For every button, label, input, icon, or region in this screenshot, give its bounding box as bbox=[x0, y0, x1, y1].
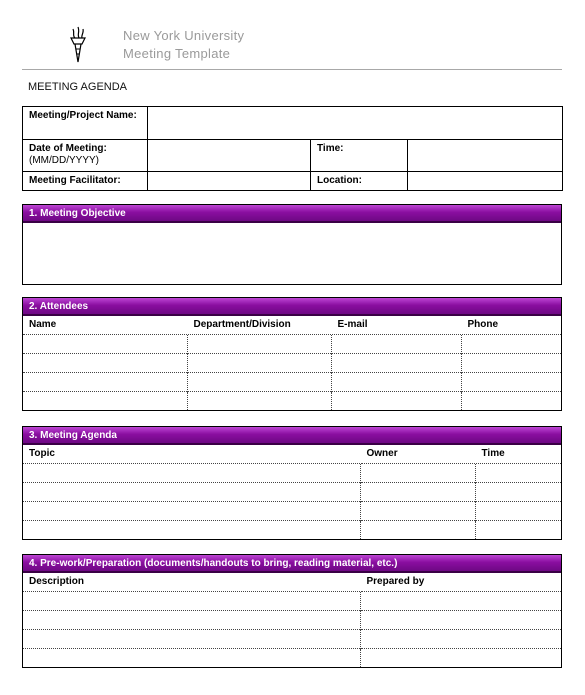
column-header: E-mail bbox=[337, 319, 368, 330]
topic-cell[interactable] bbox=[23, 463, 360, 482]
time-cell[interactable] bbox=[475, 501, 561, 520]
date-label: Date of Meeting: bbox=[29, 143, 107, 154]
description-cell[interactable] bbox=[23, 610, 360, 629]
column-header: Prepared by bbox=[366, 576, 425, 587]
table-row bbox=[23, 520, 561, 539]
department-cell[interactable] bbox=[187, 391, 331, 410]
column-header: Topic bbox=[29, 448, 55, 459]
phone-cell[interactable] bbox=[461, 353, 561, 372]
attendees-section bbox=[22, 297, 562, 411]
project-name-label: Meeting/Project Name: bbox=[23, 107, 148, 140]
table-row bbox=[23, 482, 561, 501]
owner-cell[interactable] bbox=[360, 463, 475, 482]
date-format-hint: (MM/DD/YYYY) bbox=[29, 155, 99, 166]
facilitator-label: Meeting Facilitator: bbox=[23, 172, 148, 191]
email-cell[interactable] bbox=[331, 391, 461, 410]
department-cell[interactable] bbox=[187, 372, 331, 391]
prepared-by-cell[interactable] bbox=[360, 629, 561, 648]
column-header: Phone bbox=[467, 319, 499, 330]
description-cell[interactable] bbox=[23, 648, 360, 667]
meeting-info-table bbox=[22, 106, 563, 191]
department-cell[interactable] bbox=[187, 353, 331, 372]
column-header: Owner bbox=[366, 448, 398, 459]
column-header: Time bbox=[481, 448, 505, 459]
attendees-table bbox=[23, 316, 561, 410]
email-cell[interactable] bbox=[331, 353, 461, 372]
table-row bbox=[23, 648, 561, 667]
header-divider bbox=[22, 69, 562, 70]
agenda-header: 3. Meeting Agenda bbox=[23, 427, 561, 445]
date-field[interactable] bbox=[148, 140, 311, 172]
table-row bbox=[23, 334, 561, 353]
name-cell[interactable] bbox=[23, 372, 187, 391]
table-row bbox=[23, 353, 561, 372]
document-header bbox=[0, 0, 585, 72]
department-cell[interactable] bbox=[187, 334, 331, 353]
prepared-by-cell[interactable] bbox=[360, 610, 561, 629]
table-row bbox=[23, 372, 561, 391]
agenda-section bbox=[22, 426, 562, 540]
topic-cell[interactable] bbox=[23, 482, 360, 501]
objective-header: 1. Meeting Objective bbox=[23, 205, 561, 223]
university-name: New York University bbox=[123, 28, 245, 43]
column-header: Department/Division bbox=[193, 319, 291, 330]
project-name-field[interactable] bbox=[148, 107, 563, 140]
time-label: Time: bbox=[311, 140, 408, 172]
facilitator-field[interactable] bbox=[148, 172, 311, 191]
time-cell[interactable] bbox=[475, 482, 561, 501]
table-row bbox=[23, 629, 561, 648]
table-row bbox=[23, 591, 561, 610]
location-field[interactable] bbox=[408, 172, 563, 191]
description-cell[interactable] bbox=[23, 629, 360, 648]
name-cell[interactable] bbox=[23, 391, 187, 410]
prework-table bbox=[23, 573, 561, 667]
email-cell[interactable] bbox=[331, 334, 461, 353]
attendees-header: 2. Attendees bbox=[23, 298, 561, 316]
phone-cell[interactable] bbox=[461, 372, 561, 391]
time-cell[interactable] bbox=[475, 463, 561, 482]
owner-cell[interactable] bbox=[360, 501, 475, 520]
location-label: Location: bbox=[311, 172, 408, 191]
time-cell[interactable] bbox=[475, 520, 561, 539]
header-title bbox=[123, 27, 244, 63]
agenda-table bbox=[23, 445, 561, 539]
objective-section bbox=[22, 204, 562, 285]
date-label-cell bbox=[23, 140, 148, 172]
prepared-by-cell[interactable] bbox=[360, 648, 561, 667]
owner-cell[interactable] bbox=[360, 482, 475, 501]
column-header: Name bbox=[29, 319, 57, 330]
topic-cell[interactable] bbox=[23, 520, 360, 539]
agenda-title: MEETING AGENDA bbox=[28, 81, 128, 93]
description-cell[interactable] bbox=[23, 591, 360, 610]
prepared-by-cell[interactable] bbox=[360, 591, 561, 610]
column-header: Description bbox=[29, 576, 85, 587]
table-row bbox=[23, 463, 561, 482]
table-row bbox=[23, 610, 561, 629]
template-name: Meeting Template bbox=[123, 46, 231, 61]
email-cell[interactable] bbox=[331, 372, 461, 391]
phone-cell[interactable] bbox=[461, 391, 561, 410]
prework-section bbox=[22, 554, 562, 668]
time-field[interactable] bbox=[408, 140, 563, 172]
owner-cell[interactable] bbox=[360, 520, 475, 539]
torch-icon bbox=[66, 26, 90, 64]
table-row bbox=[23, 501, 561, 520]
objective-field[interactable] bbox=[23, 223, 561, 283]
phone-cell[interactable] bbox=[461, 334, 561, 353]
name-cell[interactable] bbox=[23, 353, 187, 372]
name-cell[interactable] bbox=[23, 334, 187, 353]
prework-header: 4. Pre-work/Preparation (documents/handouts to bring, reading material, etc.) bbox=[23, 555, 561, 573]
topic-cell[interactable] bbox=[23, 501, 360, 520]
table-row bbox=[23, 391, 561, 410]
